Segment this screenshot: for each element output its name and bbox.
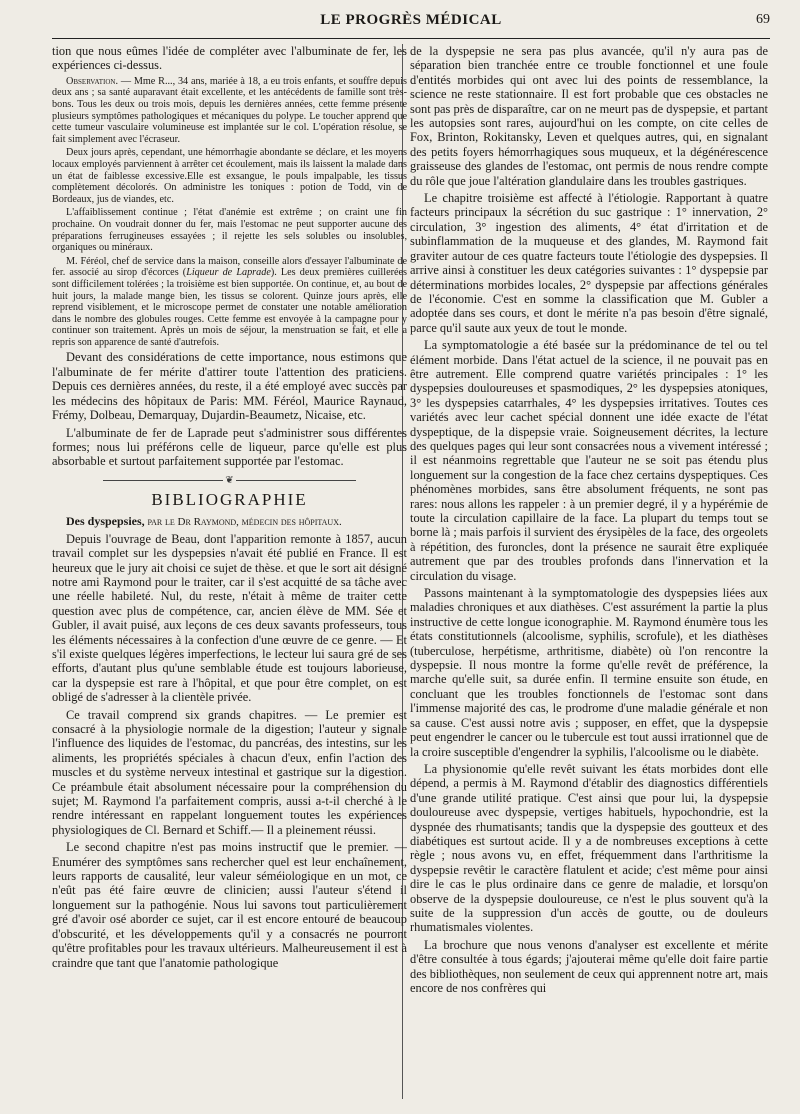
review-heading bbox=[52, 515, 407, 529]
observation-label: Observation. bbox=[66, 75, 118, 87]
ornament-rule bbox=[236, 480, 356, 481]
journal-title: LE PROGRÈS MÉDICAL bbox=[320, 12, 502, 28]
review-title: Des dyspepsies, bbox=[66, 513, 145, 528]
section-title: BIBLIOGRAPHIE bbox=[151, 489, 308, 509]
page-number: 69 bbox=[756, 12, 770, 27]
paragraph: tion que nous eûmes l'idée de compléter avec l'albuminate de fer, les expériences ci-dessus. bbox=[52, 44, 407, 73]
page-header bbox=[52, 12, 770, 39]
paragraph: Depuis l'ouvrage de Beau, dont l'apparition remonte à 1857, aucun travail complet sur les dyspepsies n'avait été publié en France. Il est heureux que le jury ait choisi ce sujet de thèse. et que le sort ait désigné notre ami Raymond pour le traiter, car il s'est acquitté de sa tâche avec une réelle habileté. Nul, du reste, n'était à même de traiter cette question avec plus de compétence, car, ancien élève de MM. Sée et Gubler, il avait puisé, aux leçons de ces deux savants professeurs, tous les éléments nécessaires à la confection d'une œuvre de ce genre. — Et s'il existe quelques légères imperfections, le lecteur lui saura gré de ses efforts, d'autant plus qu'une semblable étude est toujours laborieuse, car la dyspepsie est rare à l'hôpital, et que pour être complet, on est obligé de s'adresser à la clientèle privée. bbox=[52, 531, 407, 705]
paragraph: Ce travail comprend six grands chapitres. — Le premier est consacré à la physiologie normale de la digestion; l'auteur y signale l'influence des liquides de l'estomac, du pancréas, des intestins, sur les aliments, les propriétés spéciales à chacun d'eux, enfin l'action des muscles et du système nerveux intestinal et gastrique sur la digestion. Ce préambule était absolument nécessaire pour la compréhension du sujet; M. Raymond l'a parfaitement compris, aussi a-t-il cherché à le rendre intéressant en rappelant longuement toutes les expériences physiologiques de Cl. Bernard et Schiff.— Il a pleinement réussi. bbox=[52, 707, 407, 837]
paragraph: La brochure que nous venons d'analyser est excellente et mérite d'être consultée à tous égards; j'ajouterai même qu'elle doit faire partie des bibliothèques, non seulement de ceux qui apprennent notre art, mais encore de nos confrères qui bbox=[410, 937, 768, 995]
paragraph: Devant des considérations de cette importance, nous estimons que l'albuminate de fer mérite d'attirer toute l'attention des praticiens. Depuis ces dernières années, du reste, il a été employé avec succès par les médecins des hôpitaux de Paris: MM. Féréol, Maurice Raynaud, Frémy, Dolbeau, Demarquay, Dujardin-Beaumetz, Nicaise, etc. bbox=[52, 350, 407, 423]
right-column bbox=[410, 44, 768, 1109]
paragraph: L'albuminate de fer de Laprade peut s'administrer sous différentes formes; nous lui préférons celle de liqueur, parce qu'elle est plus absorbable et surtout parfaitement supportée par l'estomac. bbox=[52, 425, 407, 469]
section-ornament bbox=[52, 475, 407, 486]
paragraph: Le second chapitre n'est pas moins instructif que le premier. — Enumérer des symptômes sans rechercher quel est leur enchaînement, leurs rapports de causalité, leur valeur séméiologique en un mot, ce n'eût pas été faire œuvre de clinicien; aussi l'auteur s'étend il longuement sur la pathogénie. Nous lui savons tout particulièrement gré d'avoir osé aborder ce sujet, car il est encore entouré de beaucoup d'obscurité, et les développements qu'il y a consacrés ne pourront qu'être profitables pour les travaux ultérieurs. Malheureusement il est à craindre que tant que l'anatomie pathologique bbox=[52, 840, 407, 970]
observation-paragraph: L'affaiblissement continue ; l'état d'anémie est extrême ; on craint une fin prochaine. On voudrait donner du fer, mais l'estomac ne peut supporter aucune des préparations ferrugineuses essayées ; il rejette les sels solubles ou insolubles, organiques ou minéraux. bbox=[52, 207, 407, 254]
review-author: par le Dr Raymond, médecin des hôpitaux. bbox=[147, 515, 342, 528]
observation-paragraph: Deux jours après, cependant, une hémorrhagie abondante se déclare, et les moyens locaux employés parviennent à arrêter cet écoulement, mais ils laissent la malade dans un état de faiblesse excessive.Elle est exsangue, le pouls impalpable, les tissus complètement décolorés. On administre les toniques : potion de Todd, vin de Bordeaux, jus de viandes, etc. bbox=[52, 147, 407, 205]
paragraph: de la dyspepsie ne sera pas plus avancée, qu'il n'y aura pas de séparation bien tranchée entre ce trouble fonctionnel et une foule d'entités morbides qui ont avec lui des points de ressemblance, la science ne reste stationnaire. Il est fort probable que ces obstacles ne sont pas près de disparaître, car on ne meurt pas de dyspepsie, et partant les autopsies sont rares, aujourd'hui on les compte, on cite celles de Fox, Brinton, Rokitansky, Leven et quelques autres, qui, en signalant des petits foyers hémorrhagiques sous muqueux, et la dégénérescence graisseuse des glandes de l'estomac, ont permis de nous rendre compte du rôle que joue l'altération glandulaire dans les troubles gastriques. bbox=[410, 44, 768, 188]
italic-product-name: Liqueur de Laprade bbox=[186, 267, 271, 279]
left-column bbox=[52, 44, 407, 1109]
ornament-rule bbox=[103, 480, 223, 481]
ornament-glyph: ❦ bbox=[225, 474, 234, 486]
paragraph: Le chapitre troisième est affecté à l'étiologie. Rapportant à quatre facteurs principaux la sécrétion du suc gastrique : 1° innervation, 2° circulation, 3° ingestion des aliments, 4° état d'irritation et de subinflammation de la muqueuse et des glandes, M. Raymond fait graviter autour de ces quatre facteurs toute l'étiologie des dyspepsies. Il arrive ainsi à constituer les deux catégories suivantes : 1° dyspepsie par déterminations morbides locales, 2° dyspepsie par affections générales de l'économie. C'est en somme la classification que M. Gubler a adoptée dans ses cours, et dont le mérite n'a pas besoin d'être signalé, parce qu'il saute aux yeux de tout le monde. bbox=[410, 191, 768, 335]
observation-text: ). Les deux premières cuillerées sont difficilement tolérées ; la troisième est bien supportée. On continue, et, au bout de huit jours, la malade mange bien, les tissus se colorent. Quinze jours après, elle reprend visiblement, et le microscope permet de constater une notable amélioration dans le nombre des globules rouges. Cette femme est envoyée à la campagne pour y continuer son traitement. Après un mois de séjour, la menstruation se fait, et elle a repris son apparence de santé d'autrefois. bbox=[52, 267, 407, 348]
observation-text: M. Féréol, chef de service dans la maison, conseille alors d'essayer l'albuminate de fer. associé au sirop d'écorces ( bbox=[52, 255, 407, 279]
paragraph: La symptomatologie a été basée sur la prédominance de tel ou tel élément morbide. Dans l'état actuel de la science, il ne pouvait pas en être autrement. Elle comprend quatre variétés principales : 1° les dyspepsies douloureuses et spasmodiques, 2° les dyspepsies atoniques, 3° les dyspepsies catarrhales, 4° les dyspepsies irritatives. Toutes ces variétés avec leur cachet spécial donnent une idée exacte de l'état dyspeptique, de la dispepsie vraie. Soigneusement décrites, la lecture des quelques pages qui leur sont consacrées nous a vivement intéressé ; il est néanmoins regrettable que l'auteur ne se soit pas étendu plus longuement sur la congestion de la face chez certains dyspeptiques. Ces phénomènes morbides, sans être absolument fréquents, ne sont pas rares: nous allons les rappeler : à un premier degré, il y a hypérémie de toute la circulation capillaire de la face. La plupart du temps tout se borne là ; mais parfois il survient des érysipèles de la face, des orgeolets à répétition, des furoncles, dont la présence ne saurait être expliquée autrement que par des troubles profonds dans l'innervation et la circulation du visage. bbox=[410, 338, 768, 583]
observation-text: — Mme R..., 34 ans, mariée à 18, a eu trois enfants, et souffre depuis deux ans ; sa santé auparavant était excellente, et les antécédents de famille sont très-bons. Tous les deux ou trois mois, depuis les dernières années, cette femme présente plusieurs symptômes pathologiques et mécaniques du polype. Le toucher apprend que cette tumeur vasculaire volumineuse est implantée sur le col. L'opération résolue, se fait simplement avec l'écraseur. bbox=[52, 75, 407, 145]
observation-paragraph bbox=[52, 256, 407, 349]
paragraph: La physionomie qu'elle revêt suivant les états morbides dont elle dépend, a permis à M. Raymond d'établir des diagnostics différentiels d'une grande utilité pratique. C'est ainsi que pour lui, la dyspepsie douloureuse avec dyspepsie, vertiges habituels, hypochondrie, est la dyspnée des rhumatisants; tandis que la dyspepsie des goutteux et des diabétiques est surtout acide. Il y a de nombreuses exceptions à cette règle ; nous avons vu, en effet, fréquemment dans l'arthritisme la dyspepsie revêtir le caractère flatulent et acide; c'est même pour ainsi dire le cas le plus ordinaire dans ce genre de maladie, et lorsqu'on observe de la dyspepsie douloureuse, ce n'est le plus souvent qu'à la suite de la suppression d'un accès de goutte, ou de douleurs rhumatismales violentes. bbox=[410, 761, 768, 935]
observation-paragraph bbox=[52, 76, 407, 146]
paragraph: Passons maintenant à la symptomatologie des dyspepsies liées aux maladies chroniques et aux diathèses. C'est assurément la partie la plus instructive de cette longue iconographie. M. Raymond énumère tous les états constitutionnels (alcoolisme, syphilis, scrofule), et les diathèses (tuberculose, herpétisme, arthritisme, diabète) où l'on rencontre la dyspepsie. Il nous montre la forme qu'elle revêt de préférence, la marche qu'elle suit, sa durée enfin. Il termine ensuite son étude, en concluant que les troubles fonctionnels de l'estomac sont dans l'immense majorité des cas, le prodrome d'une maladie générale et non sa cause. C'est aussi notre avis ; supposer, en effet, que la dyspepsie peut engendrer le cancer ou le tubercule est tout aussi irrationnel que de la croire susceptible d'engendrer la syphilis, l'alcoolisme ou le diabète. bbox=[410, 586, 768, 759]
